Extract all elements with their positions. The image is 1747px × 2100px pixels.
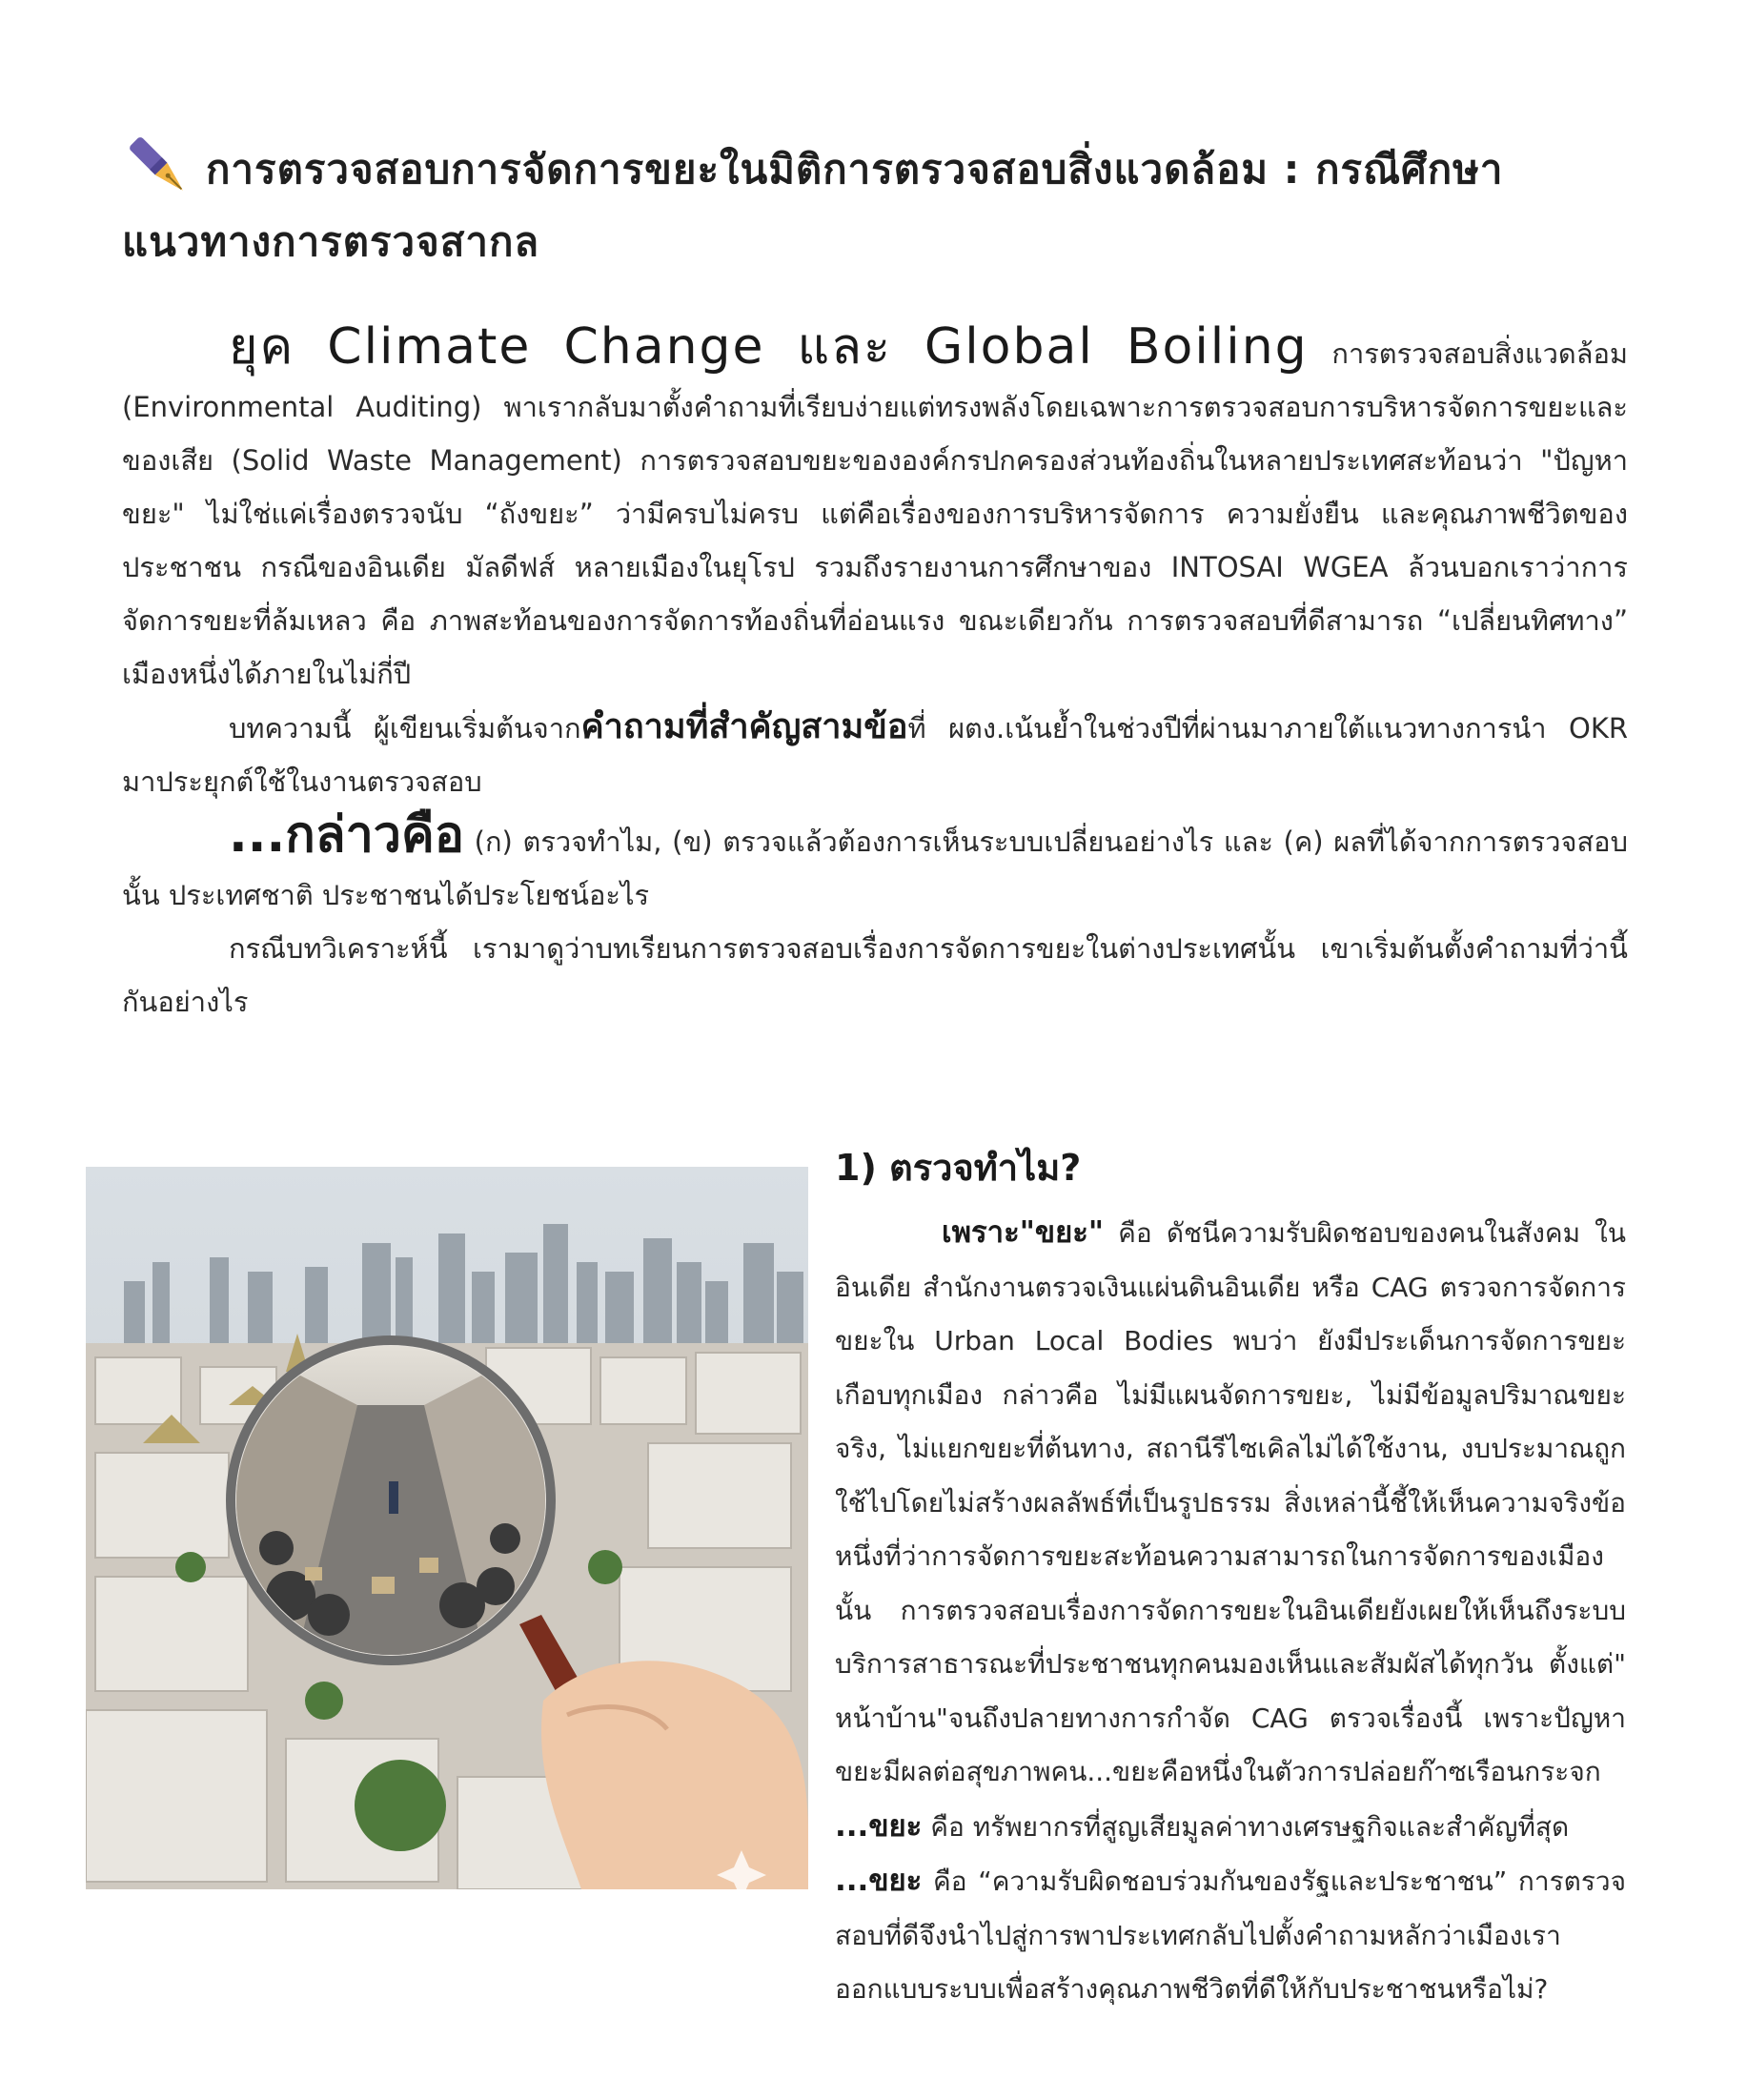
document-title bbox=[122, 133, 1628, 278]
section-1-p3-text: คือ “ความรับผิดชอบร่วมกันของรัฐและประชาชน” การตรวจสอบที่ดีจึงนำไปสู่การพาประเทศกลับไปตั้งคำถามหลักว่าเมืองเราออกแบบระบบเพื่อสร้างคุณภาพชีวิตที่ดีให้กับประชาชนหรือไม่? bbox=[835, 1866, 1626, 2005]
section-1 bbox=[835, 1137, 1626, 2017]
title-line-1 bbox=[122, 133, 1628, 206]
section-1-p1-text: คือ ดัชนีความรับผิดชอบของคนในสังคม ในอินเดีย สำนักงานตรวจเงินแผ่นดินอินเดีย หรือ CAG ตรวจการจัดการขยะใน Urban Local Bodies พบว่า ยังมีประเด็นการจัดการขยะเกือบทุกเมือง กล่าวคือ ไม่มีแผนจัดการขยะ, ไม่มีข้อมูลปริมาณขยะจริง, ไม่แยกขยะที่ต้นทาง, สถานีรีไซเคิลไม่ได้ใช้งาน, งบประมาณถูกใช้ไปโดยไม่สร้างผลลัพธ์ที่เป็นรูปธรรม สิ่งเหล่านี้ชี้ให้เห็นความจริงข้อหนึ่งที่ว่าการจัดการขยะสะท้อนความสามารถในการจัดการของเมืองนั้น การตรวจสอบเรื่องการจัดการขยะในอินเดียยังเผยให้เห็นถึงระบบบริการสาธารณะที่ประชาชนทุกคนมองเห็นและสัมผัสได้ทุกวัน ตั้งแต่" หน้าบ้าน"จนถึงปลายทางการกำจัด CAG ตรวจเรื่องนี้ เพราะปัญหาขยะมีผลต่อสุขภาพคน...ขยะคือหนึ่งในตัวการปล่อยก๊าซเรือนกระจก bbox=[835, 1217, 1626, 1787]
fountain-pen-icon bbox=[122, 130, 196, 204]
intro-lead: ยุค Climate Change และ Global Boiling bbox=[229, 318, 1309, 376]
section-1-p2-text: คือ ทรัพยากรที่สูญเสียมูลค่าทางเศรษฐกิจและสำคัญที่สุด bbox=[922, 1810, 1570, 1843]
paragraph-2 bbox=[122, 701, 1628, 808]
para3-text: (ก) ตรวจทำไม, (ข) ตรวจแล้วต้องการเห็นระบบเปลี่ยนอย่างไร และ (ค) ผลที่ได้จากการตรวจสอบนั้น ประเทศชาติ ประชาชนได้ประโยชน์อะไร bbox=[122, 826, 1628, 911]
section-1-heading: 1) ตรวจทำไม? bbox=[835, 1147, 1082, 1189]
section-1-p2-bold: ...ขยะ bbox=[835, 1808, 923, 1844]
section-1-p3-bold: ...ขยะ bbox=[835, 1864, 923, 1898]
body-text bbox=[122, 320, 1628, 1029]
section-1-paragraph-2 bbox=[835, 1800, 1626, 1855]
section-1-paragraph-1 bbox=[835, 1206, 1626, 1800]
section-1-paragraph-3 bbox=[835, 1854, 1626, 2017]
para2-post: ที่ ผตง.เน้นย้ำในช่วงปีที่ผ่านมาภายใต้แนวทางการนำ OKR มาประยุกต์ใช้ในงานตรวจสอบ bbox=[122, 712, 1629, 798]
para3-lead: ...กล่าวคือ bbox=[229, 806, 465, 864]
section-1-p1-bold: เพราะ"ขยะ" bbox=[942, 1215, 1105, 1250]
paragraph-3 bbox=[122, 808, 1628, 922]
para2-bold: คำถามที่สำคัญสามข้อ bbox=[580, 707, 908, 746]
title-text-1: การตรวจสอบการจัดการขยะในมิติการตรวจสอบสิ่งแวดล้อม : กรณีศึกษา bbox=[206, 146, 1504, 193]
intro-text: การตรวจสอบสิ่งแวดล้อม (Environmental Auditing) พาเรากลับมาตั้งคำถามที่เรียบง่ายแต่ทรงพลังโดยเฉพาะการตรวจสอบการบริหารจัดการขยะและของเสีย (Solid Waste Management) การตรวจสอบขยะขององค์กรปกครองส่วนท้องถิ่นในหลายประเทศสะท้อนว่า "ปัญหาขยะ" ไม่ใช่แค่เรื่องตรวจนับ “ถังขยะ” ว่ามีครบไม่ครบ แต่คือเรื่องของการบริหารจัดการ ความยั่งยืน และคุณภาพชีวิตของประชาชน กรณีของอินเดีย มัลดีฟส์ หลายเมืองในยุโรป รวมถึงรายงานการศึกษาของ INTOSAI WGEA ล้วนบอกเราว่าการจัดการขยะที่ล้มเหลว คือ ภาพสะท้อนของการจัดการท้องถิ่นที่อ่อนแรง ขณะเดียวกัน การตรวจสอบที่ดีสามารถ “เปลี่ยนทิศทาง” เมืองหนึ่งได้ภายในไม่กี่ปี bbox=[122, 337, 1628, 690]
city-magnifier-photo bbox=[86, 1167, 808, 1889]
para2-pre: บทความนี้ ผู้เขียนเริ่มต้นจาก bbox=[229, 712, 581, 744]
title-line-2: แนวทางการตรวจสากล bbox=[122, 218, 540, 265]
intro-paragraph bbox=[122, 320, 1628, 701]
para4-text: กรณีบทวิเคราะห์นี้ เรามาดูว่าบทเรียนการตรวจสอบเรื่องการจัดการขยะในต่างประเทศนั้น เขาเริ่มต้นตั้งคำถามที่ว่านี้กันอย่างไร bbox=[122, 932, 1628, 1018]
paragraph-4 bbox=[122, 922, 1628, 1029]
